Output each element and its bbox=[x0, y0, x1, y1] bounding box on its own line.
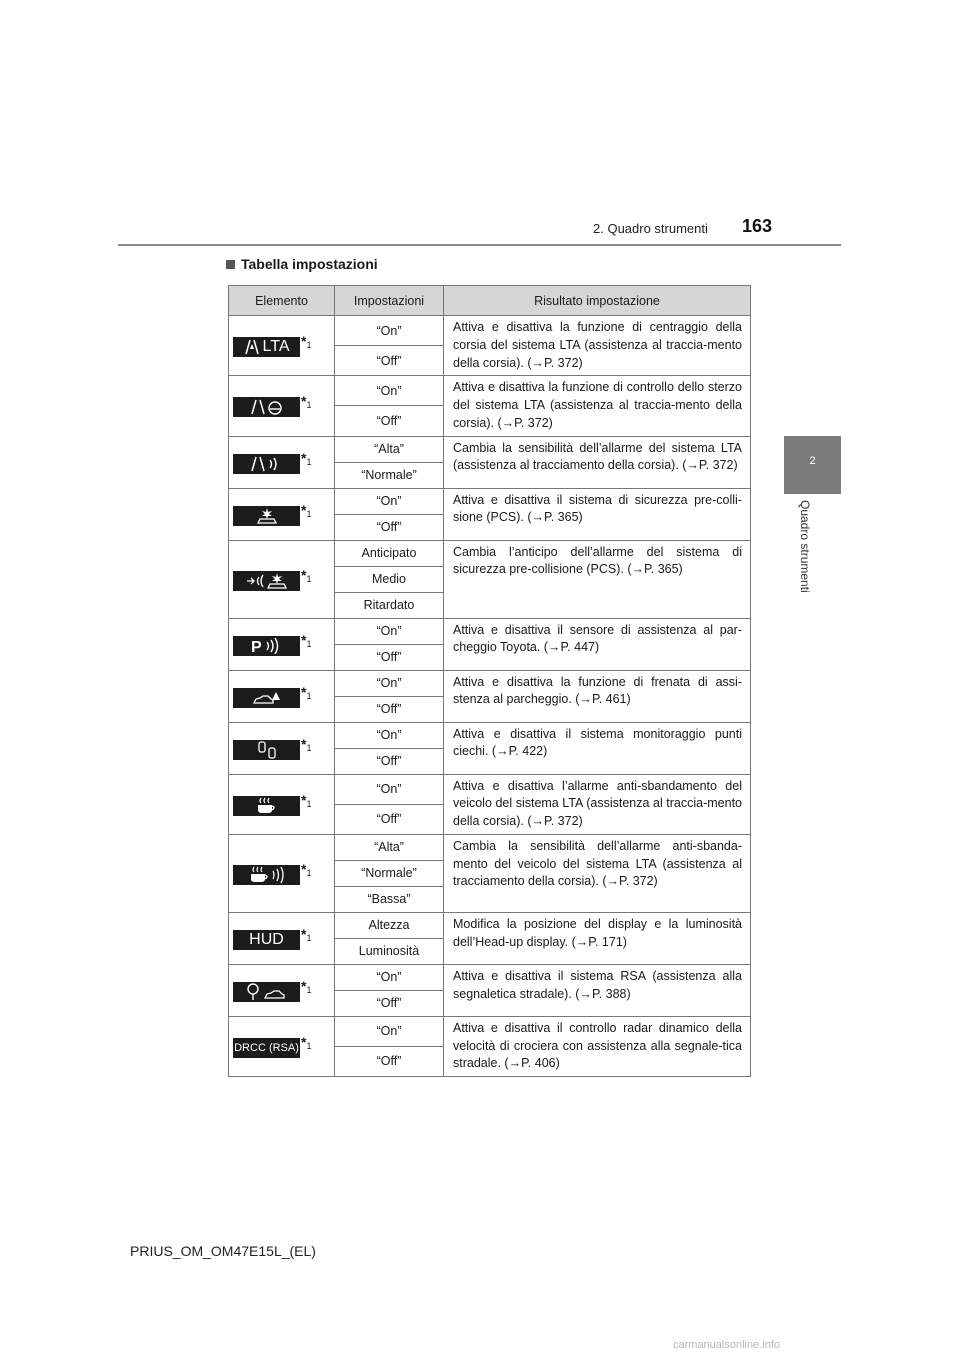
element-cell bbox=[229, 376, 335, 436]
setting-value: “On” bbox=[335, 964, 444, 990]
setting-value: Altezza bbox=[335, 912, 444, 938]
lta-steering-control-icon bbox=[233, 397, 300, 417]
setting-result: Cambia la sensibilità dell’allarme anti-sbanda-mento del veicolo del sistema LTA (assistenza al tracciamento della corsia). (→P. 372) bbox=[444, 834, 751, 912]
footnote-mark: $*_1$ bbox=[301, 925, 312, 943]
setting-value: “On” bbox=[335, 722, 444, 748]
heading-bullet-icon bbox=[226, 260, 235, 269]
setting-value: “Bassa” bbox=[335, 886, 444, 912]
footnote-index: 1 bbox=[306, 508, 312, 519]
element-cell bbox=[229, 912, 335, 964]
element-cell bbox=[229, 540, 335, 618]
table-header-row bbox=[229, 286, 751, 316]
header-impostazioni: Impostazioni bbox=[335, 286, 444, 316]
setting-result: Attiva e disattiva la funzione di frenata di assi-stenza al parcheggio. (→P. 461) bbox=[444, 670, 751, 722]
footnote-index: 1 bbox=[306, 400, 312, 411]
setting-value: “Off” bbox=[335, 644, 444, 670]
element-cell bbox=[229, 670, 335, 722]
setting-result: Cambia l’anticipo dell’allarme del sistema di sicurezza pre-collisione (PCS). (→P. 365) bbox=[444, 540, 751, 618]
setting-value: “Off” bbox=[335, 696, 444, 722]
table-row bbox=[229, 316, 751, 346]
element-cell bbox=[229, 316, 335, 376]
section-heading bbox=[226, 256, 378, 272]
table-row bbox=[229, 670, 751, 696]
setting-value: “Off” bbox=[335, 406, 444, 436]
chapter-title: 2. Quadro strumenti bbox=[593, 221, 708, 236]
setting-value: “Off” bbox=[335, 748, 444, 774]
element-cell bbox=[229, 722, 335, 774]
setting-value: “Alta” bbox=[335, 436, 444, 462]
manual-code: PRIUS_OM_OM47E15L_(EL) bbox=[130, 1243, 316, 1259]
icon-label: LTA bbox=[262, 338, 290, 356]
setting-result: Attiva e disattiva l’allarme anti-sbandamento del veicolo del sistema LTA (assistenza al traccia-mento della corsia). (→P. 372) bbox=[444, 774, 751, 834]
setting-value: Medio bbox=[335, 566, 444, 592]
drcc-rsa-icon bbox=[233, 1038, 300, 1058]
setting-result: Modifica la posizione del display e la luminosità dell’Head-up display. (→P. 171) bbox=[444, 912, 751, 964]
footnote-mark: $*_1$ bbox=[301, 683, 312, 701]
setting-value: Ritardato bbox=[335, 592, 444, 618]
setting-result: Attiva e disattiva il controllo radar dinamico della velocità di crociera con assistenza alla segnale-tica stradale. (→P. 406) bbox=[444, 1016, 751, 1076]
hud-icon bbox=[233, 930, 300, 950]
setting-result: Attiva e disattiva la funzione di controllo dello sterzo del sistema LTA (assistenza al traccia-mento della corsia). (→P. 372) bbox=[444, 376, 751, 436]
table-row bbox=[229, 774, 751, 804]
table-row bbox=[229, 540, 751, 566]
setting-value: “Normale” bbox=[335, 860, 444, 886]
icon-label: DRCC (RSA) bbox=[234, 1041, 299, 1054]
setting-result: Attiva e disattiva il sensore di assistenza al par-cheggio Toyota. (→P. 447) bbox=[444, 618, 751, 670]
footnote-index: 1 bbox=[306, 867, 312, 878]
element-cell bbox=[229, 436, 335, 488]
setting-value: “On” bbox=[335, 618, 444, 644]
table-row bbox=[229, 912, 751, 938]
setting-value: “On” bbox=[335, 1016, 444, 1046]
pcs-icon bbox=[233, 506, 300, 526]
table-row bbox=[229, 1016, 751, 1046]
footnote-index: 1 bbox=[306, 798, 312, 809]
lta-lane-centering-icon bbox=[233, 337, 300, 357]
setting-result: Attiva e disattiva il sistema monitoraggio punti ciechi. (→P. 422) bbox=[444, 722, 751, 774]
page-number: 163 bbox=[742, 216, 773, 236]
setting-result: Attiva e disattiva la funzione di centraggio della corsia del sistema LTA (assistenza al traccia-mento della corsia). (→P. 372) bbox=[444, 316, 751, 376]
element-cell bbox=[229, 834, 335, 912]
header-elemento: Elemento bbox=[229, 286, 335, 316]
table-row bbox=[229, 722, 751, 748]
setting-value: “Off” bbox=[335, 514, 444, 540]
setting-value: “Off” bbox=[335, 346, 444, 376]
footnote-index: 1 bbox=[306, 638, 312, 649]
element-cell bbox=[229, 618, 335, 670]
element-cell bbox=[229, 488, 335, 540]
element-cell bbox=[229, 1016, 335, 1076]
footnote-mark: $*_1$ bbox=[301, 393, 312, 411]
setting-value: Anticipato bbox=[335, 540, 444, 566]
footnote-mark: $*_1$ bbox=[301, 791, 312, 809]
icon-label: HUD bbox=[249, 930, 284, 948]
chapter-side-label: Quadro strumenti bbox=[798, 500, 812, 593]
section-title: Tabella impostazioni bbox=[241, 256, 378, 272]
watermark: carmanualsonline.info bbox=[673, 1339, 781, 1351]
footnote-mark: $*_1$ bbox=[301, 501, 312, 519]
footnote-index: 1 bbox=[306, 932, 312, 943]
setting-value: “On” bbox=[335, 488, 444, 514]
setting-value: “Off” bbox=[335, 804, 444, 834]
settings-table bbox=[228, 285, 751, 1077]
table-row bbox=[229, 488, 751, 514]
setting-value: “Normale” bbox=[335, 462, 444, 488]
setting-result: Cambia la sensibilità dell’allarme del sistema LTA (assistenza al tracciamento della corsia). (→P. 372) bbox=[444, 436, 751, 488]
svg-text:P: P bbox=[250, 638, 262, 654]
footnote-mark: $*_1$ bbox=[301, 631, 312, 649]
road-sign-assist-icon bbox=[233, 982, 300, 1002]
footnote-index: 1 bbox=[306, 984, 312, 995]
setting-value: “Alta” bbox=[335, 834, 444, 860]
setting-value: “On” bbox=[335, 316, 444, 346]
pcs-alert-timing-icon bbox=[233, 571, 300, 591]
sway-warning-icon bbox=[233, 796, 300, 816]
parking-support-brake-icon bbox=[233, 688, 300, 708]
footnote-index: 1 bbox=[306, 690, 312, 701]
header-risultato: Risultato impostazione bbox=[444, 286, 751, 316]
setting-value: “Off” bbox=[335, 990, 444, 1016]
table-row bbox=[229, 834, 751, 860]
footnote-mark: $*_1$ bbox=[301, 333, 312, 351]
setting-result: Attiva e disattiva il sistema RSA (assistenza alla segnaletica stradale). (→P. 388) bbox=[444, 964, 751, 1016]
blind-spot-monitor-icon bbox=[233, 740, 300, 760]
footnote-index: 1 bbox=[306, 456, 312, 467]
footnote-index: 1 bbox=[306, 340, 312, 351]
table-row bbox=[229, 376, 751, 406]
setting-value: “On” bbox=[335, 376, 444, 406]
footnote-index: 1 bbox=[306, 742, 312, 753]
chapter-tab-number: 2 bbox=[809, 455, 816, 467]
setting-value: “On” bbox=[335, 774, 444, 804]
element-cell bbox=[229, 964, 335, 1016]
chapter-tab bbox=[784, 436, 841, 494]
footnote-index: 1 bbox=[306, 573, 312, 584]
lta-alert-sensitivity-icon bbox=[233, 454, 300, 474]
setting-value: “Off” bbox=[335, 1046, 444, 1076]
setting-result: Attiva e disattiva il sistema di sicurezza pre-colli-sione (PCS). (→P. 365) bbox=[444, 488, 751, 540]
setting-value: “On” bbox=[335, 670, 444, 696]
table-row bbox=[229, 964, 751, 990]
setting-value: Luminosità bbox=[335, 938, 444, 964]
table-row bbox=[229, 436, 751, 462]
sway-warning-sensitivity-icon bbox=[233, 865, 300, 885]
header-rule bbox=[118, 244, 841, 246]
element-cell bbox=[229, 774, 335, 834]
footnote-mark: $*_1$ bbox=[301, 1033, 312, 1051]
footnote-mark: $*_1$ bbox=[301, 735, 312, 753]
parking-assist-sensor-icon bbox=[233, 636, 300, 656]
table-row bbox=[229, 618, 751, 644]
footnote-index: 1 bbox=[306, 1040, 312, 1051]
footnote-mark: $*_1$ bbox=[301, 977, 312, 995]
footnote-mark: $*_1$ bbox=[301, 860, 312, 878]
footnote-mark: $*_1$ bbox=[301, 449, 312, 467]
table-body bbox=[229, 316, 751, 1077]
footnote-mark: $*_1$ bbox=[301, 566, 312, 584]
